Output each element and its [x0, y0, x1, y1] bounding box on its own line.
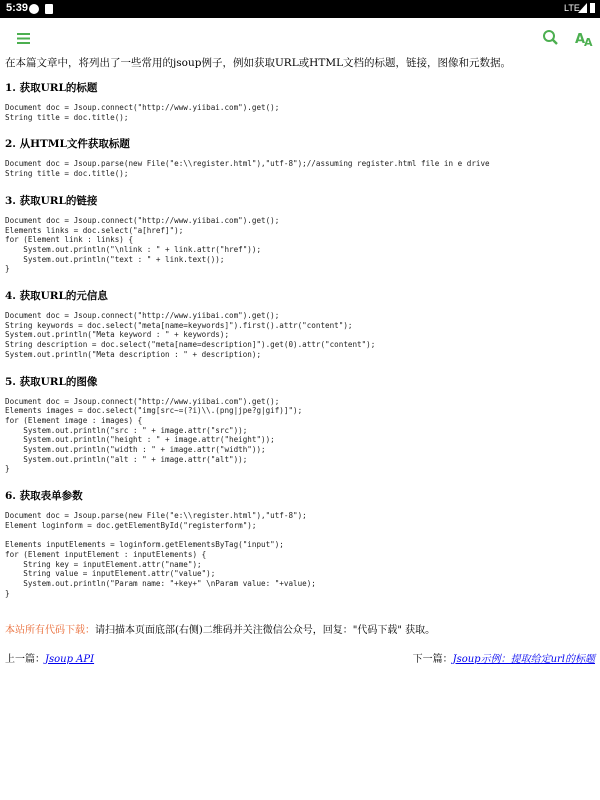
article-intro: 在本篇文章中，将列出了一些常用的jsoup例子，例如获取URL或HTML文档的标题，链接，图像和元数据。 — [5, 57, 512, 69]
article-navigation — [5, 650, 595, 664]
article-content — [5, 56, 595, 664]
network-type: LTE — [564, 3, 580, 13]
notification-icon — [29, 4, 39, 14]
section-heading: 3. 获取URL的链接 — [5, 194, 98, 207]
next-label: 下一篇： — [412, 653, 453, 665]
section-heading: 4. 获取URL的元信息 — [5, 290, 108, 303]
menu-button[interactable] — [14, 28, 34, 48]
section-heading: 1. 获取URL的标题 — [5, 82, 98, 94]
section-heading: 5. 获取URL的图像 — [5, 375, 98, 388]
storage-icon — [45, 4, 53, 14]
search-button[interactable] — [541, 28, 561, 48]
prev-label: 上一篇： — [5, 653, 45, 665]
next-article-link[interactable]: Jsoup示例：提取给定url的标题 — [452, 653, 595, 665]
prev-article-link[interactable]: Jsoup API — [45, 653, 95, 665]
download-label: 本站所有代码下载： — [5, 624, 95, 636]
hamburger-menu-icon — [14, 28, 34, 48]
section-heading: 6. 获取表单参数 — [5, 490, 83, 503]
prev-article — [5, 650, 94, 665]
status-time: 5:39 — [6, 2, 29, 14]
download-text: 请扫描本页面底部(右侧)二维码并关注微信公众号，回复："代码下载" 获取。 — [95, 624, 436, 636]
font-size-button[interactable] — [574, 28, 594, 48]
battery-icon — [590, 3, 595, 13]
code-block: Document doc = Jsoup.connect("http://www.yiibai.com").get(); Elements images = doc.select("img[src~=(?i)\\.(png|jpe?g|gif)]"); for (Element image : images) { System.out.println("src : " + image.attr("src")); System.out.println("height : " + image.attr("height")); System.out.println("width : " + image.attr("width")); System.out.println("alt : " + image.attr("alt")); } — [5, 396, 303, 474]
download-note — [5, 621, 595, 636]
svg-text:A: A — [575, 32, 586, 47]
signal-icon — [578, 3, 587, 13]
svg-text:A: A — [584, 36, 593, 48]
code-block: Document doc = Jsoup.connect("http://www.yiibai.com").get(); Elements links = doc.select("a[href]"); for (Element link : links) { System.out.println("\nlink : " + link.attr("href")); System.out.println("text : " + link.text()); } — [5, 215, 280, 274]
section-heading: 2. 从HTML文件获取标题 — [5, 138, 130, 151]
status-bar — [0, 0, 600, 18]
next-article — [413, 650, 595, 665]
code-block: Document doc = Jsoup.connect("http://www.yiibai.com").get(); String keywords = doc.select("meta[name=keywords]").first().attr("content"); System.out.println("Meta keyword : " + keywords); String description = doc.select("meta[name=description]").get(0).attr("content"); System.out.println("Meta description : " + description); — [5, 311, 376, 359]
code-block: Document doc = Jsoup.connect("http://www.yiibai.com").get(); String title = doc.title(); — [5, 103, 280, 122]
search-icon — [541, 28, 561, 48]
code-block: Document doc = Jsoup.parse(new File("e:\\register.html"),"utf-8"); Element loginform = doc.getElementById("registerform"); Elements inputElements = loginform.getElementsByTag("input"); for (Element inputElement : inputElements) { String key = inputElement.attr("name"); String value = inputElement.attr("value"); System.out.println("Param name: "+key+" \nParam value: "+value); } — [5, 511, 316, 598]
text-size-icon — [574, 28, 594, 48]
code-block: Document doc = Jsoup.parse(new File("e:\\register.html"),"utf-8");//assuming register.html file in e drive String title = doc.title(); — [5, 159, 490, 179]
app-toolbar — [0, 18, 600, 58]
